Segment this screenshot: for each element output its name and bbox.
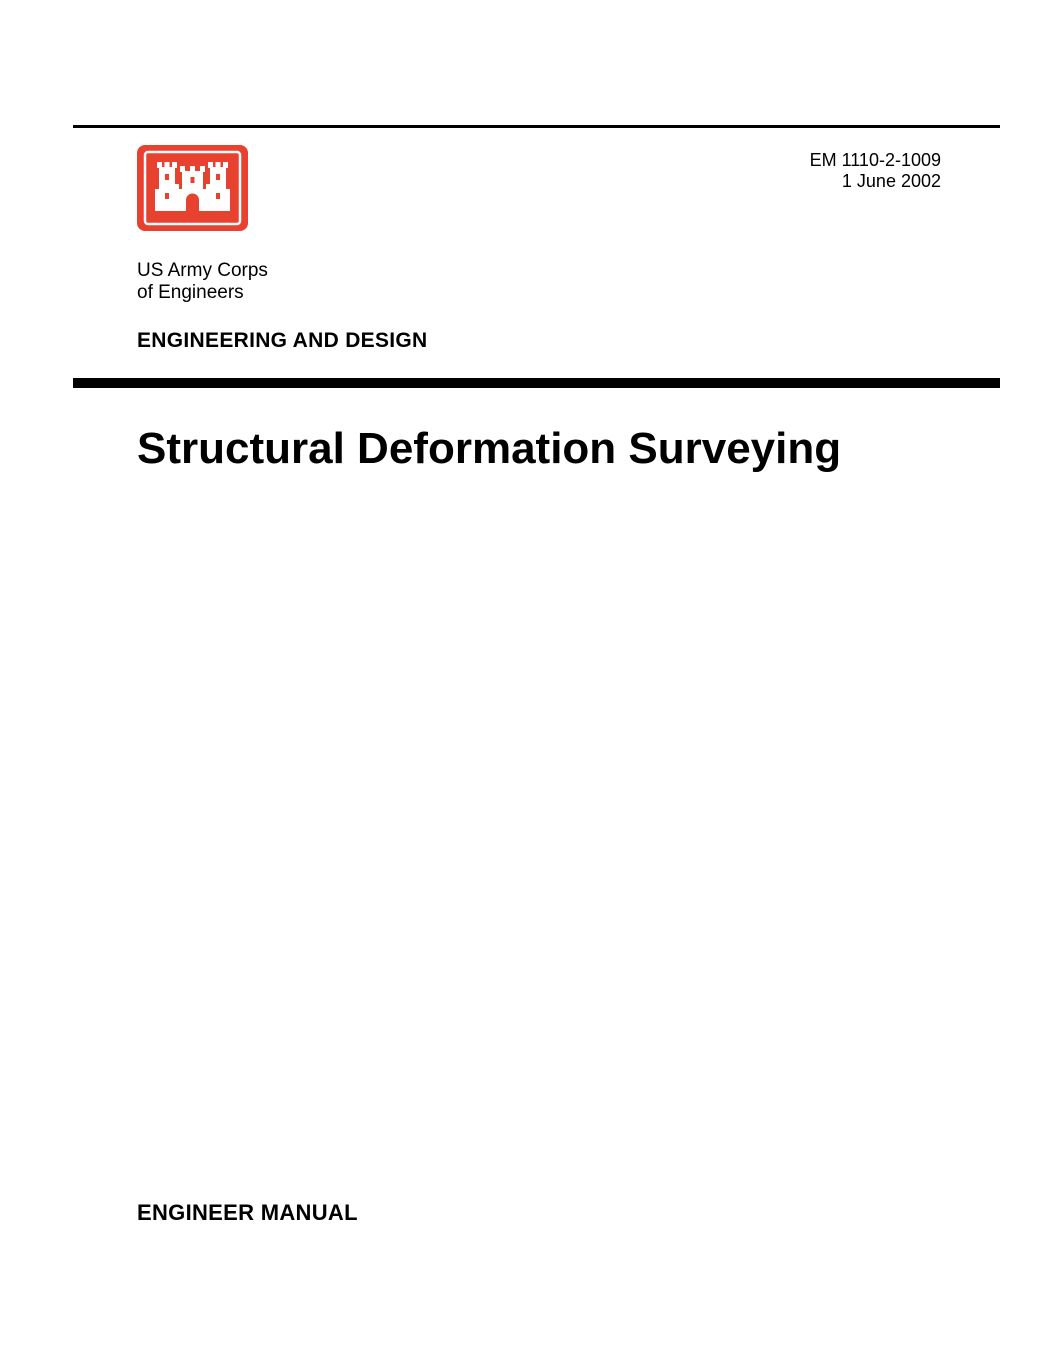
manual-type-label: ENGINEER MANUAL [137,1200,358,1225]
document-date: 1 June 2002 [841,171,941,191]
page-title: Structural Deformation Surveying [137,424,842,473]
organization-line-1: US Army Corps [137,260,268,281]
document-number: EM 1110-2-1009 [809,150,941,170]
organization-line-2: of Engineers [137,282,244,303]
title-rule [73,378,1000,388]
top-rule [73,125,1000,128]
usace-castle-logo [137,145,248,231]
section-heading: ENGINEERING AND DESIGN [137,329,428,352]
castle-icon [137,145,248,231]
document-reference [810,150,941,192]
organization-name [137,260,268,304]
